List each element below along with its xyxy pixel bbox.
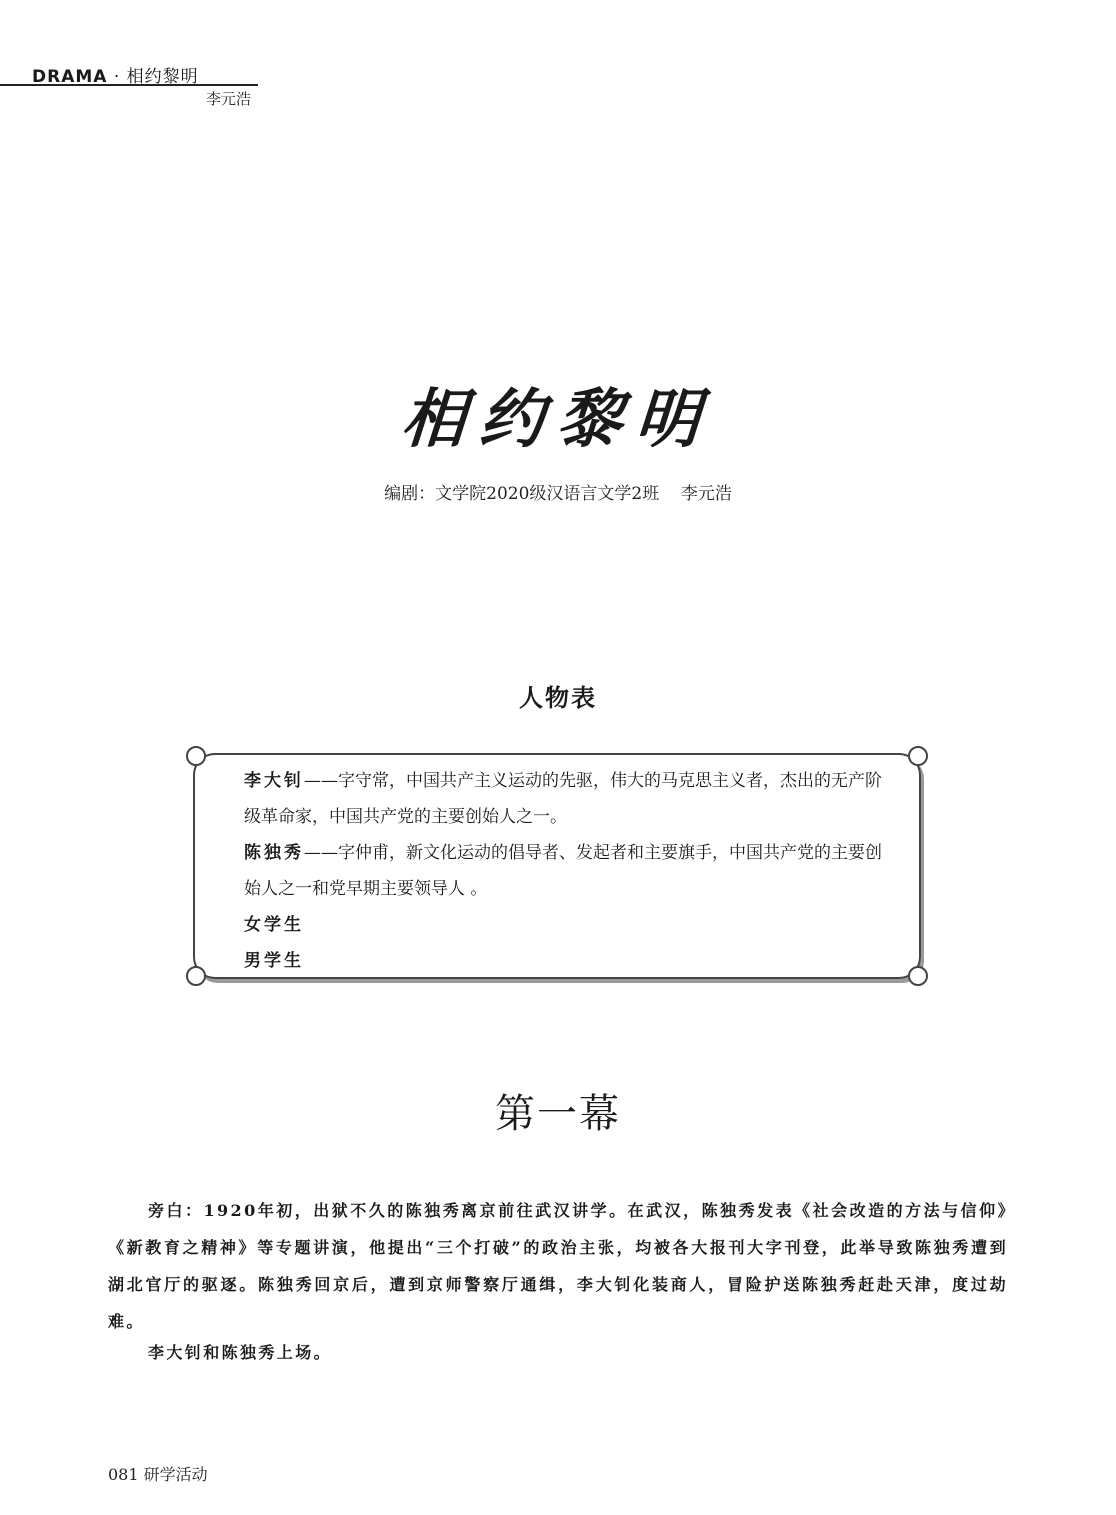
- frame-corner-ornament: [908, 746, 928, 766]
- kicker-separator: ·: [107, 67, 127, 87]
- frame-corner-ornament: [186, 966, 206, 986]
- play-title: 相约黎明: [398, 382, 717, 457]
- kicker-cn: 相约黎明: [126, 67, 199, 87]
- frame-corner-ornament: [186, 746, 206, 766]
- cast-entry: [244, 907, 884, 943]
- running-header: [0, 60, 258, 86]
- cast-list-box: [193, 753, 921, 979]
- page-footer: [108, 1462, 208, 1485]
- byline: 编剧：文学院2020级汉语言文学2班 李元浩: [384, 484, 732, 504]
- page-number: 081: [108, 1465, 139, 1484]
- cast-entry: [244, 943, 884, 979]
- header-author: 李元浩: [206, 90, 252, 108]
- section-kicker: [32, 62, 199, 87]
- cast-list: [244, 763, 884, 979]
- cast-heading: 人物表: [519, 683, 597, 712]
- cast-entry: [244, 835, 884, 907]
- kicker-en: DRAMA: [32, 67, 108, 87]
- cast-role: 男学生: [244, 951, 304, 971]
- cast-description: ——字仲甫，新文化运动的倡导者、发起者和主要旗手，中国共产党的主要创始人之一和党早期主要领导人 。: [244, 843, 882, 899]
- stage-direction: 李大钊和陈独秀上场。: [148, 1343, 333, 1362]
- cast-role: 李大钊: [244, 771, 304, 791]
- frame-corner-ornament: [908, 966, 928, 986]
- narration-paragraph: 旁白：1920年初，出狱不久的陈独秀离京前往武汉讲学。在武汉，陈独秀发表《社会改造的方法与信仰》《新教育之精神》等专题讲演，他提出“三个打破”的政治主张，均被各大报刊大字刊登，此举导致陈独秀遭到湖北官厅的驱逐。陈独秀回京后，遭到京师警察厅通缉，李大钊化装商人，冒险护送陈独秀赶赴天津，度过劫难。: [108, 1201, 1008, 1331]
- cast-description: ——字守常，中国共产主义运动的先驱，伟大的马克思主义者，杰出的无产阶级革命家，中国共产党的主要创始人之一。: [244, 771, 882, 827]
- footer-section: 研学活动: [143, 1465, 208, 1484]
- cast-entry: [244, 763, 884, 835]
- cast-role: 女学生: [244, 915, 304, 935]
- cast-role: 陈独秀: [244, 843, 304, 863]
- act-heading: 第一幕: [495, 1091, 621, 1137]
